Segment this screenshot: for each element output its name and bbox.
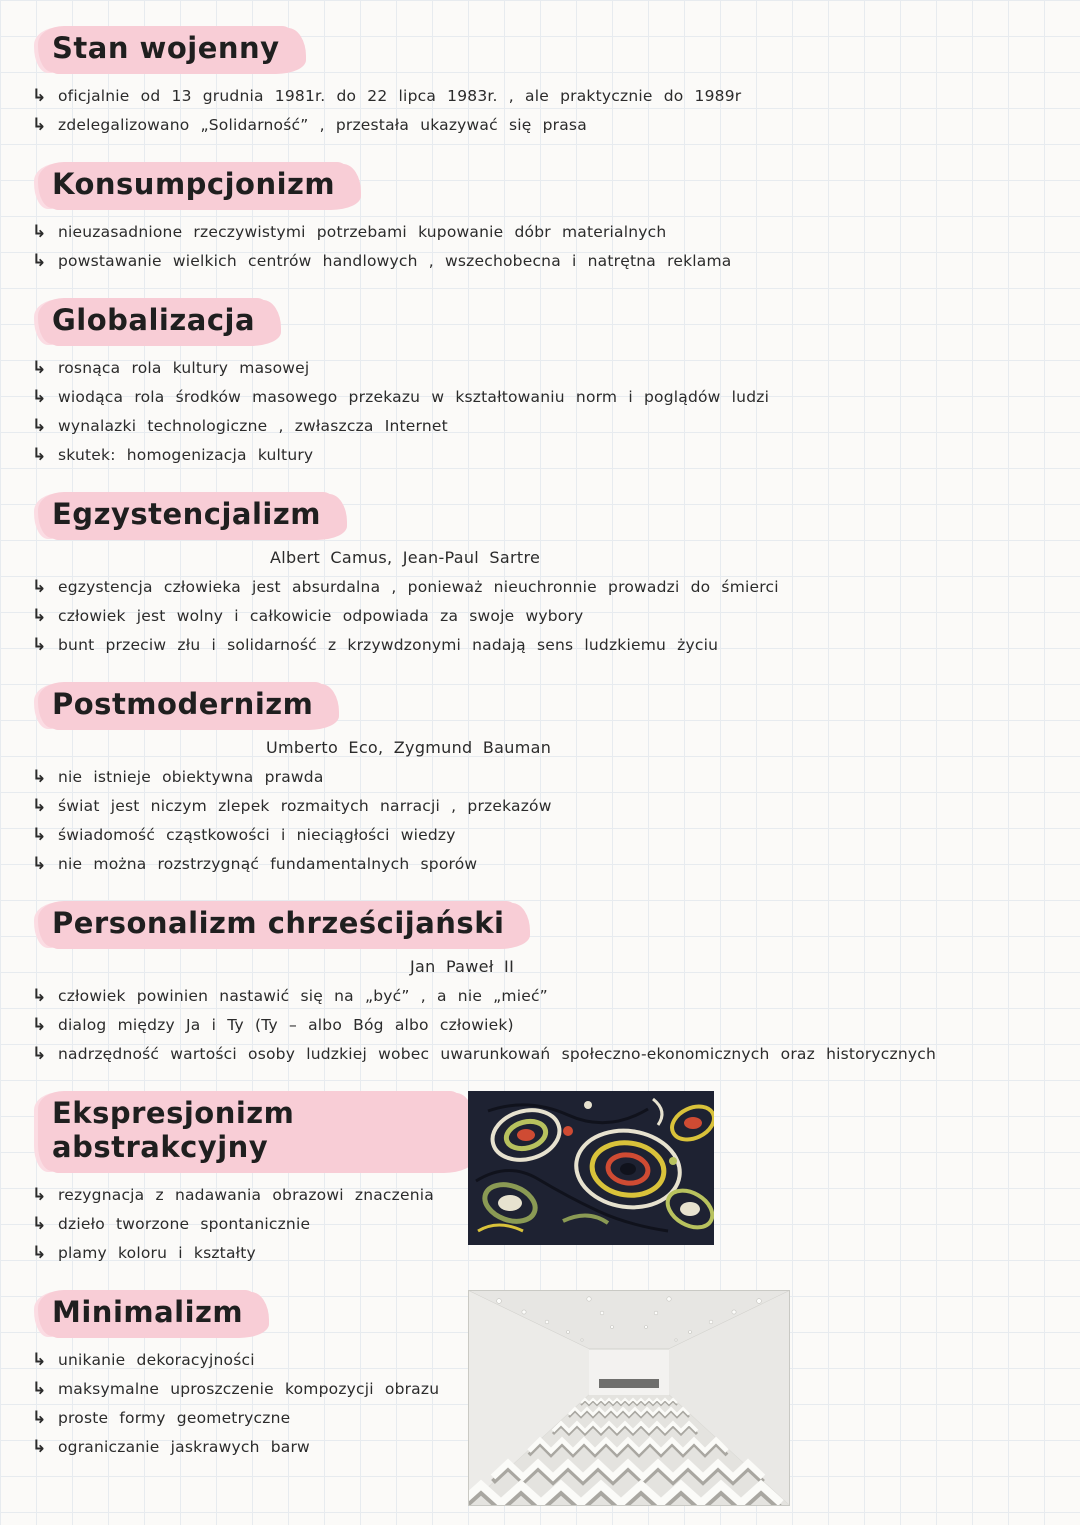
arrow-bullet-icon: ↳ <box>32 986 47 1006</box>
highlighted-heading: Egzystencjalizm <box>38 492 341 538</box>
arrow-bullet-icon: ↳ <box>32 1044 47 1064</box>
section-authors: Umberto Eco, Zygmund Bauman <box>266 738 552 757</box>
note-text: nie istnieje obiektywna prawda <box>58 768 324 786</box>
section-konsumpcjonizm <box>32 162 1050 276</box>
note-line <box>32 383 1050 412</box>
note-text: człowiek powinien nastawić się na „być” , a nie „mieć” <box>58 987 548 1005</box>
section-stan-wojenny <box>32 26 1050 140</box>
arrow-bullet-icon: ↳ <box>32 635 47 655</box>
section-postmodernizm <box>32 682 1050 879</box>
bullet-list <box>32 218 1050 276</box>
note-text: powstawanie wielkich centrów handlowych , wszechobecna i natrętna reklama <box>58 252 732 270</box>
arrow-bullet-icon: ↳ <box>32 387 47 407</box>
bullet-list <box>32 354 1050 470</box>
arrow-bullet-icon: ↳ <box>32 577 47 597</box>
note-text: bunt przeciw złu i solidarność z krzywdzonymi nadają sens ludzkiemu życiu <box>58 636 719 654</box>
highlighted-heading: Globalizacja <box>38 298 275 344</box>
section-ekspresjonizm <box>32 1091 1050 1268</box>
note-line <box>32 602 1050 631</box>
arrow-bullet-icon: ↳ <box>32 1408 47 1428</box>
note-line <box>32 354 1050 383</box>
note-text: zdelegalizowano „Solidarność” , przestała ukazywać się prasa <box>58 116 587 134</box>
arrow-bullet-icon: ↳ <box>32 606 47 626</box>
arrow-bullet-icon: ↳ <box>32 86 47 106</box>
note-text: ograniczanie jaskrawych barw <box>58 1438 310 1456</box>
note-text: plamy koloru i kształty <box>58 1244 256 1262</box>
highlighted-heading: Minimalizm <box>38 1290 263 1336</box>
note-line <box>32 412 1050 441</box>
highlighted-heading: Ekspresjonizm abstrakcyjny <box>38 1091 468 1171</box>
abstract-expressionist-painting <box>468 1091 714 1245</box>
note-line <box>32 1210 468 1239</box>
arrow-bullet-icon: ↳ <box>32 767 47 787</box>
section-minimalizm <box>32 1290 1050 1506</box>
note-text: proste formy geometryczne <box>58 1409 291 1427</box>
section-title <box>38 1290 468 1336</box>
bullet-list <box>32 1346 468 1462</box>
arrow-bullet-icon: ↳ <box>32 1437 47 1457</box>
arrow-bullet-icon: ↳ <box>32 825 47 845</box>
arrow-bullet-icon: ↳ <box>32 1243 47 1263</box>
note-text: wiodąca rola środków masowego przekazu w kształtowaniu norm i poglądów ludzi <box>58 388 770 406</box>
arrow-bullet-icon: ↳ <box>32 358 47 378</box>
arrow-bullet-icon: ↳ <box>32 854 47 874</box>
arrow-bullet-icon: ↳ <box>32 1015 47 1035</box>
arrow-bullet-icon: ↳ <box>32 445 47 465</box>
note-line <box>32 821 1050 850</box>
note-line <box>32 1011 1050 1040</box>
note-line <box>32 441 1050 470</box>
note-text: nie można rozstrzygnąć fundamentalnych sporów <box>58 855 478 873</box>
arrow-bullet-icon: ↳ <box>32 251 47 271</box>
note-line <box>32 850 1050 879</box>
bullet-list <box>32 763 1050 879</box>
note-line <box>32 631 1050 660</box>
note-line <box>32 1181 468 1210</box>
note-line <box>32 1375 468 1404</box>
note-line <box>32 1239 468 1268</box>
section-authors: Albert Camus, Jean-Paul Sartre <box>270 548 541 567</box>
note-text: skutek: homogenizacja kultury <box>58 446 314 464</box>
note-text: oficjalnie od 13 grudnia 1981r. do 22 lipca 1983r. , ale praktycznie do 1989r <box>58 87 742 105</box>
note-text: maksymalne uproszczenie kompozycji obrazu <box>58 1380 440 1398</box>
note-text: świat jest niczym zlepek rozmaitych narracji , przekazów <box>58 797 552 815</box>
arrow-bullet-icon: ↳ <box>32 1185 47 1205</box>
highlighted-heading: Postmodernizm <box>38 682 333 728</box>
arrow-bullet-icon: ↳ <box>32 1379 47 1399</box>
highlighted-heading: Konsumpcjonizm <box>38 162 355 208</box>
highlighted-heading: Stan wojenny <box>38 26 300 72</box>
note-text: świadomość cząstkowości i nieciągłości wiedzy <box>58 826 456 844</box>
note-line <box>32 1404 468 1433</box>
highlighted-heading: Personalizm chrześcijański <box>38 901 524 947</box>
note-text: dialog między Ja i Ty (Ty – albo Bóg albo człowiek) <box>58 1016 514 1034</box>
note-text: wynalazki technologiczne , zwłaszcza Internet <box>58 417 448 435</box>
note-line <box>32 82 1050 111</box>
arrow-bullet-icon: ↳ <box>32 1350 47 1370</box>
section-authors: Jan Paweł II <box>410 957 515 976</box>
section-title <box>38 26 1050 72</box>
section-title <box>38 901 1050 947</box>
bullet-list <box>32 1181 468 1268</box>
note-text: nadrzędność wartości osoby ludzkiej wobec uwarunkowań społeczno-ekonomicznych oraz historycznych <box>58 1045 936 1063</box>
arrow-bullet-icon: ↳ <box>32 796 47 816</box>
note-line <box>32 218 1050 247</box>
section-egzystencjalizm <box>32 492 1050 660</box>
bullet-list <box>32 82 1050 140</box>
note-line <box>32 982 1050 1011</box>
note-line <box>32 111 1050 140</box>
note-line <box>32 573 1050 602</box>
note-line <box>32 1040 1050 1069</box>
arrow-bullet-icon: ↳ <box>32 1214 47 1234</box>
arrow-bullet-icon: ↳ <box>32 222 47 242</box>
minimalist-installation-photo <box>468 1290 790 1506</box>
section-title <box>38 1091 468 1171</box>
section-globalizacja <box>32 298 1050 470</box>
note-line <box>32 792 1050 821</box>
note-text: rosnąca rola kultury masowej <box>58 359 310 377</box>
note-text: nieuzasadnione rzeczywistymi potrzebami kupowanie dóbr materialnych <box>58 223 667 241</box>
note-text: dzieło tworzone spontanicznie <box>58 1215 311 1233</box>
bullet-list <box>32 573 1050 660</box>
note-text: rezygnacja z nadawania obrazowi znaczenia <box>58 1186 434 1204</box>
note-text: unikanie dekoracyjności <box>58 1351 255 1369</box>
note-line <box>32 763 1050 792</box>
note-text: egzystencja człowieka jest absurdalna , ponieważ nieuchronnie prowadzi do śmierci <box>58 578 779 596</box>
note-line <box>32 247 1050 276</box>
section-title <box>38 298 1050 344</box>
bullet-list <box>32 982 1050 1069</box>
note-line <box>32 1433 468 1462</box>
section-title <box>38 682 1050 728</box>
section-title <box>38 162 1050 208</box>
note-text: człowiek jest wolny i całkowicie odpowiada za swoje wybory <box>58 607 584 625</box>
note-line <box>32 1346 468 1375</box>
section-personalizm <box>32 901 1050 1069</box>
section-title <box>38 492 1050 538</box>
arrow-bullet-icon: ↳ <box>32 115 47 135</box>
arrow-bullet-icon: ↳ <box>32 416 47 436</box>
